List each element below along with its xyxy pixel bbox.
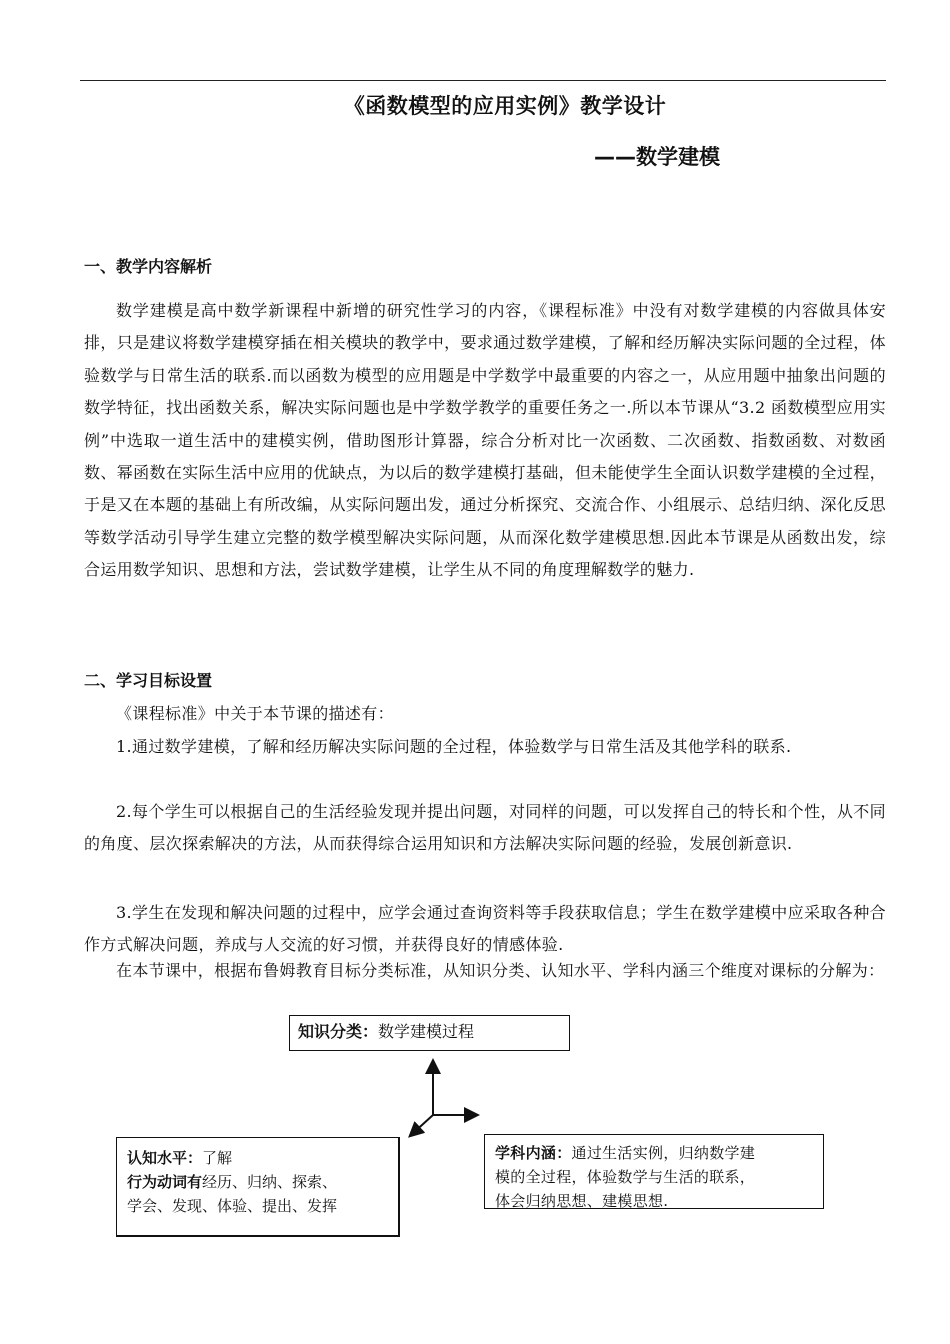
subject-label: 学科内涵：: [495, 1144, 572, 1162]
action-verbs-text-2: 学会、发现、体验、提出、发挥: [127, 1197, 338, 1215]
paragraph-standard-intro: 《课程标准》中关于本节课的描述有：: [116, 704, 394, 723]
knowledge-label: 知识分类：: [298, 1022, 379, 1041]
paragraph-content-analysis: 数学建模是高中数学新课程中新增的研究性学习的内容，《课程标准》中没有对数学建模的内容做具体安排，只是建议将数学建模穿插在相关模块的教学中，要求通过数学建模，了解和经历解决实际问题的全过程，体验数学与日常生活的联系.而以函数为模型的应用题是中学数学中最重要的内容之一，从应用题中抽象出问题的数学特征，找出函数关系，解决实际问题也是中学数学教学的重要任务之一.所以本节课从“3.2 函数模型应用实例”中选取一道生活中的建模实例，借助图形计算器，综合分析对比一次函数、二次函数、指数函数、对数函数、幂函数在实际生活中应用的优缺点，为以后的数学建模打基础，但未能使学生全面认识数学建模的全过程，于是又在本题的基础上有所改编，从实际问题出发，通过分析探究、交流合作、小组展示、总结归纳、深化反思等数学活动引导学生建立完整的数学模型解决实际问题，从而深化数学建模思想.因此本节课是从函数出发，综合运用数学知识、思想和方法，尝试数学建模，让学生从不同的角度理解数学的魅力.: [84, 301, 886, 580]
axis-diagonal-arrow: [411, 1115, 433, 1135]
knowledge-dimension-box: [289, 1015, 570, 1051]
subject-line-1: [495, 1141, 813, 1165]
three-dimension-axes: [400, 1054, 500, 1144]
action-verbs-label: 行为动词有: [127, 1173, 203, 1191]
paragraph-goal-3: 3.学生在发现和解决问题的过程中，应学会通过查询资料等手段获取信息；学生在数学建模中应采取各种合作方式解决问题，养成与人交流的好习惯，并获得良好的情感体验.: [84, 903, 886, 955]
subject-text-3: 体会归纳思想、建模思想.: [495, 1192, 669, 1210]
paragraph-goal-2: 2.每个学生可以根据自己的生活经验发现并提出问题，对同样的问题，可以发挥自己的特长和个性，从不同的角度、层次探索解决的方法，从而获得综合运用知识和方法解决实际问题的经验，发展创新意识.: [84, 802, 886, 854]
section-heading-content-analysis: 一、教学内容解析: [84, 257, 213, 276]
document-title: 《函数模型的应用实例》教学设计: [343, 94, 667, 118]
cognitive-label: 认知水平：: [127, 1149, 203, 1167]
cognitive-dimension-box: [116, 1137, 400, 1237]
document-subtitle: ——数学建模: [594, 145, 720, 169]
subject-text-1: 通过生活实例，归纳数学建: [571, 1144, 756, 1162]
header-rule: [80, 80, 886, 81]
action-verbs-text-1: 经历、归纳、探索、: [202, 1173, 338, 1191]
cognitive-level-line: [127, 1146, 388, 1170]
cognitive-text: 了解: [202, 1149, 233, 1167]
subject-dimension-box: [484, 1134, 824, 1209]
subject-text-2: 模的全过程，体验数学与生活的联系，: [495, 1168, 756, 1186]
knowledge-text: 数学建模过程: [378, 1022, 475, 1041]
paragraph-bloom-intro: 在本节课中，根据布鲁姆教育目标分类标准，从知识分类、认知水平、学科内涵三个维度对课标的分解为：: [116, 961, 885, 980]
section-heading-learning-goals: 二、学习目标设置: [84, 671, 213, 690]
action-verbs-line: [127, 1170, 388, 1194]
paragraph-goal-1: 1.通过数学建模，了解和经历解决实际问题的全过程，体验数学与日常生活及其他学科的联系.: [116, 737, 792, 756]
